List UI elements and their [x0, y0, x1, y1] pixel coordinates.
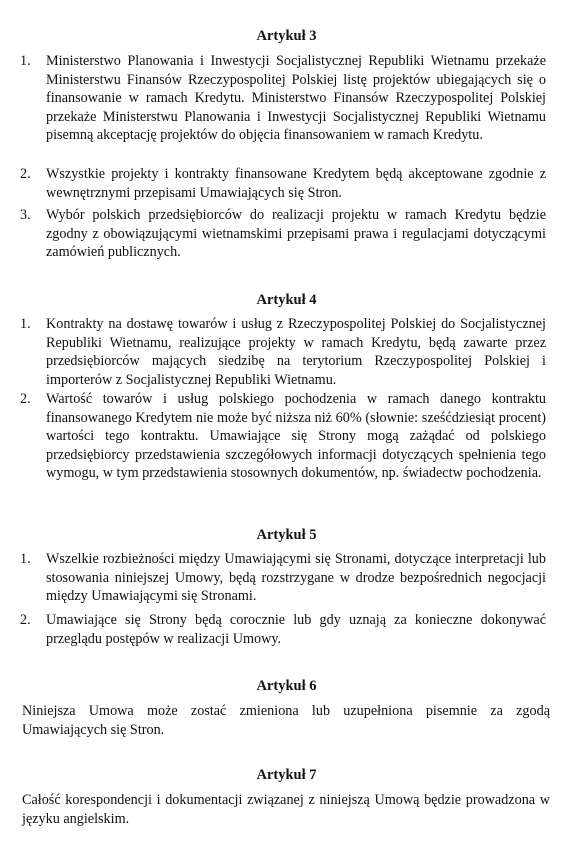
article-4-heading: Artykuł 4	[256, 292, 317, 308]
item-number: 1.	[20, 53, 31, 69]
item-number: 3.	[20, 207, 31, 223]
item-number: 2.	[20, 166, 31, 182]
item-text: Umawiające się Strony będą corocznie lub gdy uznają za konieczne dokonywać przeglądu postępów w realizacji Umowy.	[46, 612, 546, 647]
item-number: 1.	[20, 551, 31, 567]
item-text: Wybór polskich przedsiębiorców do realizacji projektu w ramach Kredytu będzie zgodny z obowiązującymi wietnamskimi przepisami prawa i regulacjami dotyczącymi zamówień publicznych.	[46, 207, 546, 260]
article-6-paragraph: Niniejsza Umowa może zostać zmieniona lub uzupełniona pisemnie za zgodą Umawiających się Stron.	[22, 703, 550, 738]
item-text: Wartość towarów i usług polskiego pochodzenia w ramach danego kontraktu finansowanego Kredytem nie może być niższa niż 60% (słownie: sześćdziesiąt procent) wartości tego kontraktu. Umawiające się Strony mogą zażądać od polskiego przedsiębiorcy przedstawienia szczegółowych informacji dotyczących spełnienia tego wymogu, w tym przedstawienia stosownych dokumentów, np. świadectw pochodzenia.	[46, 391, 546, 481]
article-6-heading: Artykuł 6	[256, 678, 317, 694]
article-5-heading: Artykuł 5	[256, 527, 317, 543]
article-7-paragraph: Całość korespondencji i dokumentacji związanej z niniejszą Umową będzie prowadzona w języku angielskim.	[22, 792, 550, 827]
item-text: Wszelkie rozbieżności między Umawiającymi się Stronami, dotyczące interpretacji lub stosowania niniejszej Umowy, będą rozstrzygane w drodze bezpośrednich negocjacji między Umawiającymi się Stronami.	[46, 551, 546, 604]
item-number: 2.	[20, 391, 31, 407]
item-text: Wszystkie projekty i kontrakty finansowane Kredytem będą akceptowane zgodnie z wewnętrznymi przepisami Umawiających się Stron.	[46, 166, 546, 201]
item-number: 2.	[20, 612, 31, 628]
article-3-heading: Artykuł 3	[256, 28, 317, 44]
item-text: Kontrakty na dostawę towarów i usług z Rzeczypospolitej Polskiej do Socjalistycznej Republiki Wietnamu, realizujące projekty w ramach Kredytu, będą zawarte przez przedsiębiorców mających siedzibę na terytorium Rzeczypospolitej Polskiej i importerów z Socjalistycznej Republiki Wietnamu.	[46, 316, 546, 388]
item-text: Ministerstwo Planowania i Inwestycji Socjalistycznej Republiki Wietnamu przekaże Ministerstwu Finansów Rzeczypospolitej Polskiej listę projektów ubiegających się o finansowanie w ramach Kredytu. Ministerstwo Finansów Rzeczypospolitej Polskiej przekaże Ministerstwu Planowania i Inwestycji Socjalistycznej Republiki Wietnamu pisemną akceptację projektów do objęcia finansowaniem w ramach Kredytu.	[46, 53, 546, 143]
item-number: 1.	[20, 316, 31, 332]
article-7-heading: Artykuł 7	[256, 767, 317, 783]
